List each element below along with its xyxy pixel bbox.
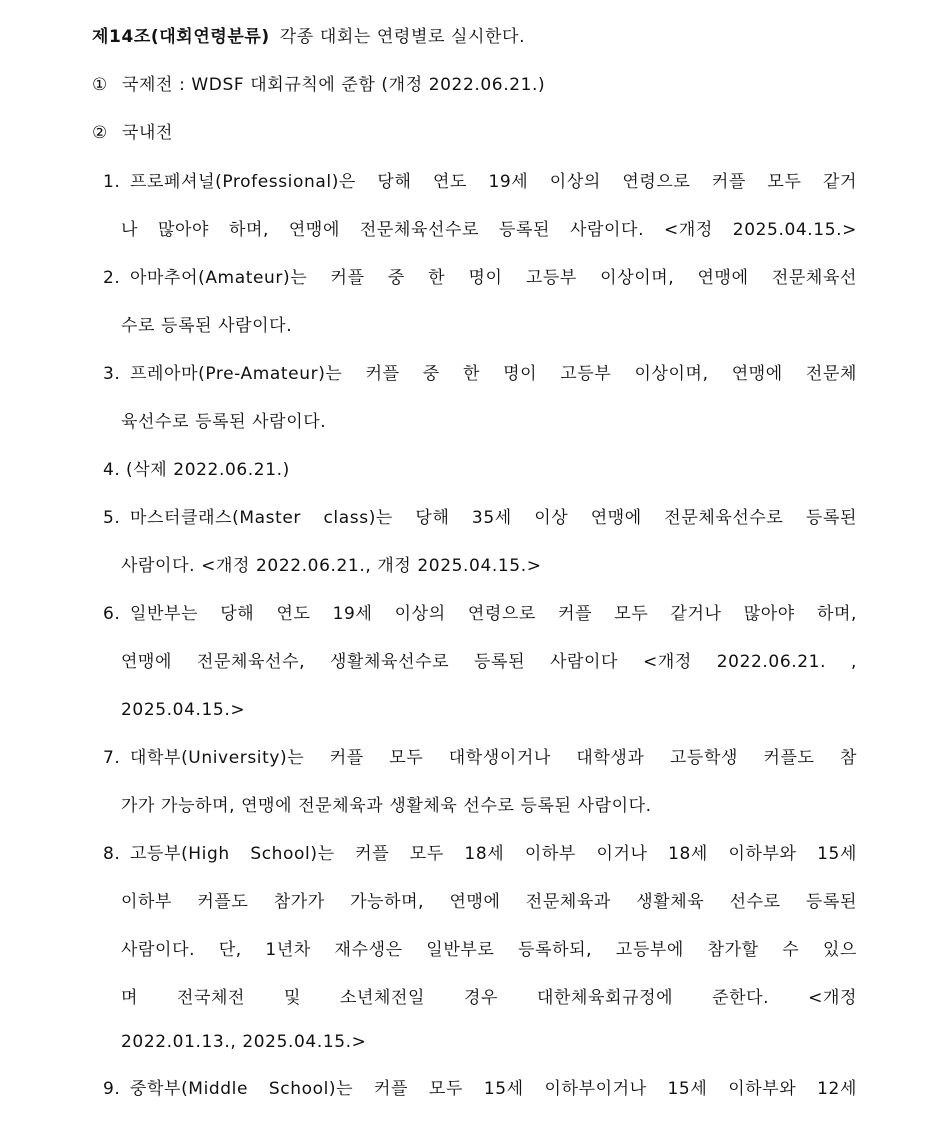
item-line: 며 전국체전 및 소년체전일 경우 대한체육회규정에 준한다. <개정 [121,988,857,1008]
section-marker: ① [92,75,108,95]
section-marker: ② [92,123,108,143]
item-marker: 1. [103,172,121,192]
item-line: 2025.04.15.> [121,700,246,720]
item-line: 나 많아야 하며, 연맹에 전문체육선수로 등록된 사람이다. <개정 2025.04.15.> [121,220,857,240]
item-line: 이하부 커플도 참가가 가능하며, 연맹에 전문체육과 생활체육 선수로 등록된 [121,892,857,912]
item-line: 고등부(High School)는 커플 모두 18세 이하부 이거나 18세 이하부와 15세 [130,844,857,864]
article-intro: 각종 대회는 연령별로 실시한다. [279,27,526,47]
section-international [92,73,792,97]
section-text: 국내전 [122,123,174,143]
item-line: 연맹에 전문체육선수, 생활체육선수로 등록된 사람이다 <개정 2022.06.21. , [121,652,857,672]
item-line: 프로페셔널(Professional)은 당해 연도 19세 이상의 연령으로 커플 모두 같거 [130,172,857,192]
item-line: 일반부는 당해 연도 19세 이상의 연령으로 커플 모두 같거나 많아야 하며, [130,604,857,624]
item-marker: 3. [103,364,121,384]
item-marker: 7. [103,748,121,768]
section-text: 국제전 : WDSF 대회규칙에 준함 (개정 2022.06.21.) [122,75,546,95]
item-line: 아마추어(Amateur)는 커플 중 한 명이 고등부 이상이며, 연맹에 전문체육선 [130,268,857,288]
item-line: (삭제 2022.06.21.) [126,460,290,480]
item-line: 2022.01.13., 2025.04.15.> [121,1032,367,1052]
item-marker: 2. [103,268,121,288]
item-marker: 8. [103,844,121,864]
item-line: 가가 가능하며, 연맹에 전문체육과 생활체육 선수로 등록된 사람이다. [121,796,652,816]
item-line: 대학부(University)는 커플 모두 대학생이거나 대학생과 고등학생 커플도 참 [130,748,857,768]
item-line: 사람이다. <개정 2022.06.21., 개정 2025.04.15.> [121,556,542,576]
section-domestic [92,121,492,145]
item-marker: 5. [103,508,121,528]
item-line: 사람이다. 단, 1년차 재수생은 일반부로 등록하되, 고등부에 참가할 수 있으 [121,940,857,960]
item-line: 마스터클래스(Master class)는 당해 35세 이상 연맹에 전문체육선수로 등록된 [130,508,857,528]
item-marker: 4. [103,460,121,480]
article-title: 제14조(대회연령분류) [92,27,270,47]
item-line: 중학부(Middle School)는 커플 모두 15세 이하부이거나 15세 이하부와 12세 [130,1079,857,1099]
item-marker: 6. [103,604,121,624]
article-heading [92,25,692,49]
item-marker: 9. [103,1079,121,1099]
item-line: 수로 등록된 사람이다. [121,316,293,336]
item-line: 육선수로 등록된 사람이다. [121,412,327,432]
item-line: 프레아마(Pre-Amateur)는 커플 중 한 명이 고등부 이상이며, 연맹에 전문체 [130,364,857,384]
